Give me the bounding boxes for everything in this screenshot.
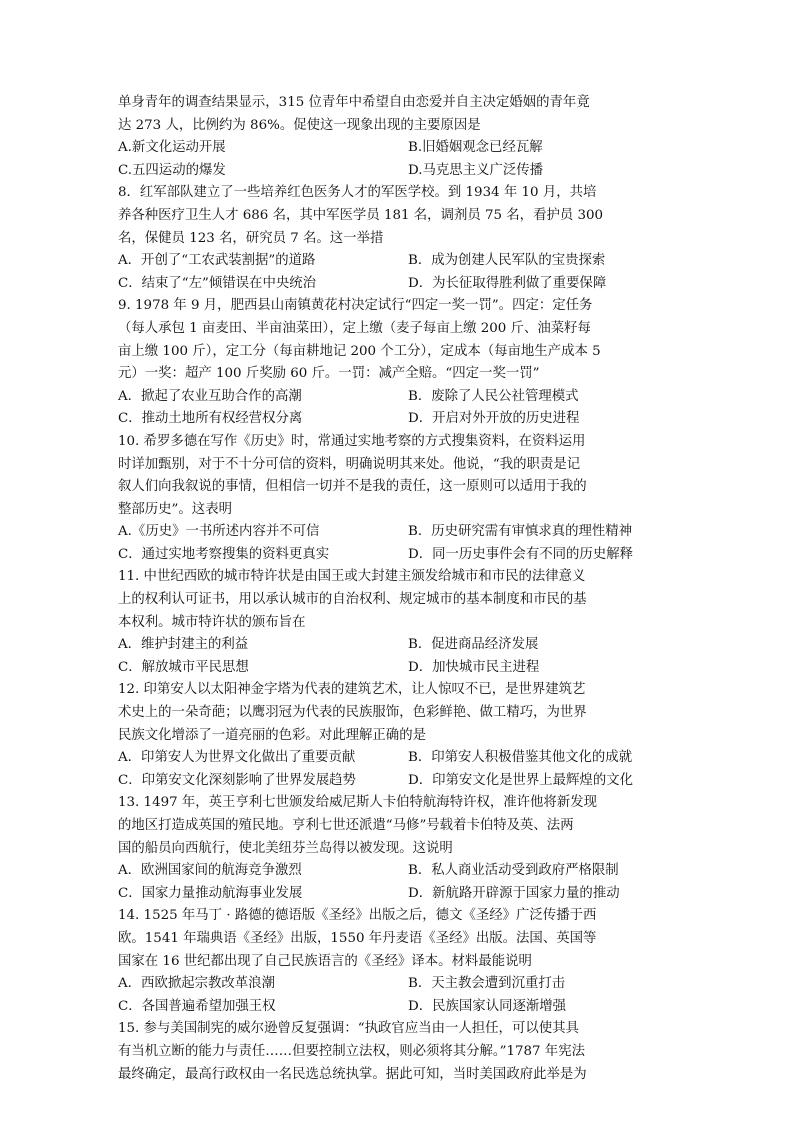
option-a: A.新文化运动开展 [118,140,226,156]
question-13 [118,792,678,905]
question-15 [118,1018,678,1086]
option-b: B．成为创建人民军队的宝贵探索 [408,253,606,269]
option-c: C．印第安文化深刻影响了世界发展趋势 [118,772,356,788]
question-8 [118,182,678,295]
options-row [118,973,678,996]
option-d: D．民族国家认同逐渐增强 [408,998,567,1014]
option-c: C．通过实地考察搜集的资料更真实 [118,546,330,562]
stem-line: 最终确定，最高行政权由一名民选总统执掌。据此可知，当时美国政府此举是为 [118,1066,587,1082]
option-a: A．欧洲国家间的航海竞争激烈 [118,863,302,879]
option-b: B．天主教会遭到沉重打击 [408,976,566,992]
option-d: D．印第安文化是世界上最辉煌的文化 [408,772,633,788]
stem-line: 14. 1525 年马丁 · 路德的德语版《圣经》出版之后，德文《圣经》广泛传播于西 [118,908,597,924]
stem-line: 亩上缴 100 斤），定工分（每亩耕地记 200 个工分），定成本（每亩地生产成本 5 [118,343,601,359]
options-row [118,657,678,680]
question-9 [118,295,678,431]
stem-line: 时详加甄别，对于不十分可信的资料，明确说明其来处。他说，“我的职责是记 [118,456,581,472]
stem-line: 10. 希罗多德在写作《历史》时，常通过实地考察的方式搜集资料，在资料运用 [118,433,586,449]
stem-line: 12. 印第安人以太阳神金字塔为代表的建筑艺术，让人惊叹不已，是世界建筑艺 [118,682,586,698]
stem-line: 达 273 人，比例约为 86%。促使这一现象出现的主要原因是 [118,117,481,133]
stem-line: 元）一奖：超产 100 斤奖励 60 斤。一罚：减产全赔。“四定一奖一罚” [118,366,540,382]
stem-line: 术史上的一朵奇葩；以鹰羽冠为代表的民族服饰，色彩鲜艳、做工精巧，为世界 [118,705,587,721]
option-b: B．历史研究需有审慎求真的理性精神 [408,524,633,540]
stem-line: （每人承包 1 亩麦田、半亩油菜田），定上缴（麦子每亩上缴 200 斤、油菜籽每 [118,320,591,336]
option-a: A．维护封建主的利益 [118,637,249,653]
stem-line: 有当机立断的能力与责任……但要控制立法权，则必须将其分解。”1787 年宪法 [118,1043,585,1059]
stem-line: 民族文化增添了一道亮丽的色彩。对此理解正确的是 [118,727,426,743]
option-c: C．推动土地所有权经营权分离 [118,411,303,427]
stem-line: 11. 中世纪西欧的城市特许状是由国王或大封建主颁发给城市和市民的法律意义 [118,569,586,585]
options-row [118,273,678,296]
options-row [118,634,678,657]
option-b: B．私人商业活动受到政府严格限制 [408,863,619,879]
stem-line: 欧。1541 年瑞典语《圣经》出版，1550 年丹麦语《圣经》出版。法国、英国等 [118,930,597,946]
stem-line: 叙人们向我叙说的事情，但相信一切并不是我的责任，这一原则可以适用于我的 [118,479,587,495]
stem-line: 单身青年的调查结果显示，315 位青年中希望自由恋爱并自主决定婚姻的青年竟 [118,95,590,110]
stem-line: 养各种医疗卫生人才 686 名，其中军医学员 181 名，调剂员 75 名，看护员 300 [118,207,604,223]
option-d: D．为长征取得胜利做了重要保障 [408,275,607,291]
options-row [118,160,678,183]
stem-line: 国的船员向西航行，使北美纽芬兰岛得以被发现。这说明 [118,840,453,856]
options-row [118,408,678,431]
options-row [118,860,678,883]
options-row [118,521,678,544]
question-10 [118,431,678,567]
question-12 [118,679,678,792]
option-b: B．印第安人积极借鉴其他文化的成就 [408,750,633,766]
option-d: D．开启对外开放的历史进程 [408,411,580,427]
question-11 [118,566,678,679]
question-14 [118,905,678,1018]
exam-page [118,92,678,1086]
options-row [118,137,678,160]
question-7-continued [118,92,678,182]
options-row [118,996,678,1019]
stem-line: 上的权利认可证书，用以承认城市的自治权利、规定城市的基本制度和市民的基 [118,592,587,608]
option-a: A.《历史》一书所述内容并不可信 [118,524,320,540]
option-c: C．解放城市平民思想 [118,659,249,675]
stem-line: 的地区打造成英国的殖民地。亨利七世还派遣“马修”号载着卡伯特及英、法两 [118,818,574,833]
options-row [118,386,678,409]
option-d: D．新航路开辟源于国家力量的推动 [408,885,620,901]
option-c: C．国家力量推动航海事业发展 [118,885,303,901]
option-b: B．废除了人民公社管理模式 [408,388,579,404]
stem-line: 国家在 16 世纪都出现了自己民族语言的《圣经》译本。材料最能说明 [118,953,532,969]
stem-line: 9. 1978 年 9 月，肥西县山南镇黄花村决定试行“四定一奖一罚”。四定：定任务 [118,298,593,314]
options-row [118,544,678,567]
option-c: C.五四运动的爆发 [118,162,226,178]
options-row [118,250,678,273]
option-d: D．同一历史事件会有不同的历史解释 [408,546,633,562]
stem-line: 8．红军部队建立了一些培养红色医务人才的军医学校。到 1934 年 10 月，共培 [118,185,597,201]
stem-line: 名，保健员 123 名，研究员 7 名。这一举措 [118,230,384,246]
option-a: A．西欧掀起宗教改革浪潮 [118,976,275,992]
option-a: A．印第安人为世界文化做出了重要贡献 [118,750,356,766]
option-d: D．加快城市民主进程 [408,659,540,675]
option-c: C．各国普遍希望加强王权 [118,998,276,1014]
option-a: A．开创了“工农武装割据”的道路 [118,253,316,269]
stem-line: 13. 1497 年，英王亨利七世颁发给威尼斯人卡伯特航海特许权，准许他将新发现 [118,795,597,811]
options-row [118,770,678,793]
option-c: C．结束了“左”倾错误在中央统治 [118,275,317,291]
option-a: A．掀起了农业互助合作的高潮 [118,388,302,404]
options-row [118,747,678,770]
stem-line: 本权利。城市特许状的颁布旨在 [118,614,306,630]
option-b: B.旧婚姻观念已经瓦解 [408,140,543,156]
stem-line: 整部历史”。这表明 [118,501,232,517]
stem-line: 15. 参与美国制宪的威尔逊曾反复强调：“执政官应当由一人担任，可以使其具 [118,1021,579,1037]
option-d: D.马克思主义广泛传播 [408,162,544,178]
option-b: B．促进商品经济发展 [408,637,539,653]
options-row [118,883,678,906]
